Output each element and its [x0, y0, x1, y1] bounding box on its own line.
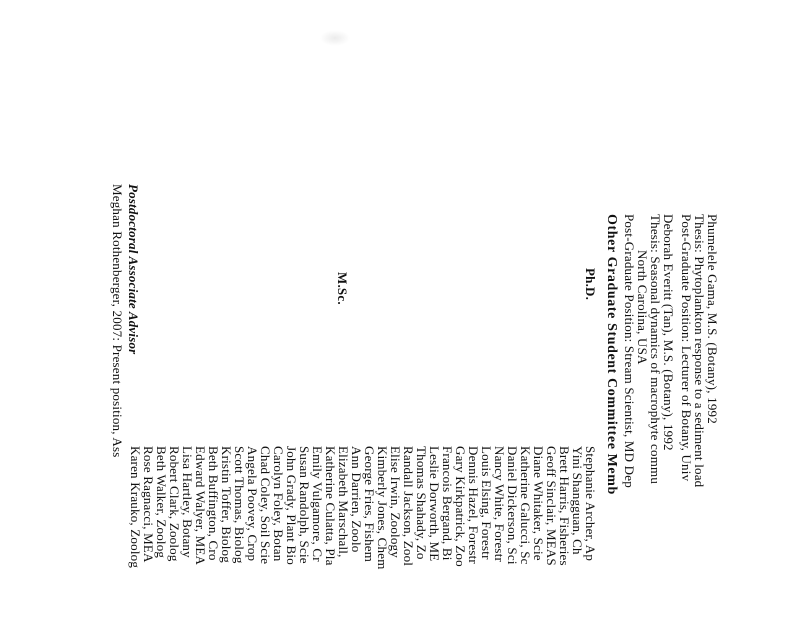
msc-member: Karen Krauko, Zoolog	[128, 446, 143, 569]
msc-member: Beth Walker, Zoolog	[154, 446, 169, 559]
phd-member: Kimberly Jones, Chem	[375, 446, 390, 570]
phd-member: George Fries, Fishem	[362, 446, 377, 563]
msc-member: Chad Coley, Soil Scie	[258, 446, 273, 565]
postdoc-heading: Postdoctoral Associate Advisor	[126, 184, 141, 355]
phd-member: Katherine Galucci, Sc	[518, 446, 533, 565]
phd-member: Dennis Hazel, Forestr	[466, 446, 481, 564]
committee-heading: Other Graduate Student Committee Memb	[604, 214, 619, 495]
msc-member: Emily Vulgamore, Cr	[310, 446, 325, 562]
entry-gama-name: Phumelele Gama, M.S. (Botany), 1992	[705, 214, 720, 424]
phd-member: Stephanie Archer, Ap	[583, 446, 598, 562]
msc-member: John Grady, Plant Bio	[284, 446, 299, 565]
postdoc-entry: Meghan Rothenberger, 2007: Present position, Ass	[110, 184, 125, 458]
phd-member: Gary Kirkpatrick, Zoo	[453, 446, 468, 567]
phd-label: Ph.D.	[583, 268, 598, 301]
phd-member: Elizabeth Marschall,	[336, 446, 351, 558]
phd-member: Randall Jackson, Zool	[401, 446, 416, 567]
phd-member: Brett Harris, Fisheries	[557, 446, 572, 566]
phd-member: Leslie Dorworth, ME	[427, 446, 442, 562]
entry-everitt-name: Deborah Everitt (Tan), M.S. (Botany), 1992	[661, 214, 676, 451]
scan-smudge	[320, 30, 350, 46]
entry-everitt-post: Post-Graduate Position: Stream Scientist, MD Dep	[622, 214, 637, 488]
msc-member: Susan Randolph, Scie	[297, 446, 312, 564]
phd-member: Thomas Shahady, Zo	[414, 446, 429, 560]
msc-member: Carolyn Foley, Botan	[271, 446, 286, 562]
phd-member: Diane Whitaker, Scie	[531, 446, 546, 561]
msc-member: Angela Poovey, Crop	[245, 446, 260, 562]
entry-gama-thesis: Thesis: Phytoplankton response to a sediment load	[692, 214, 707, 488]
entry-everitt-thesis-cont: North Carolina, USA	[635, 250, 650, 365]
msc-member: Katherine Culatta, Pla	[323, 446, 338, 566]
msc-member: Robert Clark, Zoolog	[167, 446, 182, 562]
msc-member: Scott Thomas, Biolog	[232, 446, 247, 564]
phd-member: Ann Darrien, Zoolo	[349, 446, 364, 553]
msc-member: Lisa Hartley, Botany	[180, 446, 195, 558]
msc-member: Edward Walyer, MEA	[193, 446, 208, 566]
entry-gama-post: Post-Graduate Position: Lecturer of Botany, Univ	[679, 214, 694, 482]
phd-member: Geoff Sinclair, MEAS	[544, 446, 559, 566]
msc-member: Rose Ragnacci, MEA	[141, 446, 156, 563]
phd-member: Louis Elsing, Forestr	[479, 446, 494, 560]
phd-member: Elise Irwin, Zoology	[388, 446, 403, 558]
phd-member: Yini Shangguan, Ch	[570, 446, 585, 555]
phd-member: Daniel Dickerson, Sci	[505, 446, 520, 565]
phd-member: Francois Bergand, Bi	[440, 446, 455, 561]
msc-label: M.Sc.	[335, 272, 350, 305]
msc-member: Kristin Toffer, Biolog	[219, 446, 234, 563]
entry-everitt-thesis: Thesis: Seasonal dynamics of macrophyte commu	[648, 214, 663, 485]
msc-member: Beth Buffington, Cro	[206, 446, 221, 561]
phd-member: Nancy White, Forestr	[492, 446, 507, 563]
